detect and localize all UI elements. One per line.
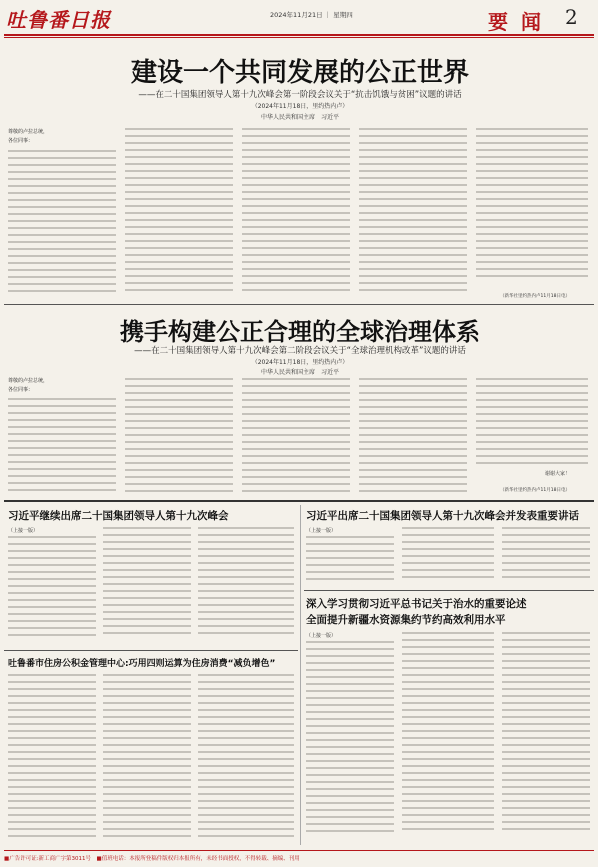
footer-rule	[4, 850, 594, 851]
divider-2	[4, 500, 594, 502]
article2-date-line: （2024年11月18日，里约热内卢）	[251, 359, 349, 366]
article2-salutation-2: 各位同事：	[8, 387, 34, 393]
article2-col-1	[8, 398, 116, 496]
article2-col-2	[125, 378, 233, 496]
news3-col-3	[502, 632, 590, 841]
article2-salutation-1: 尊敬的卢拉总统，	[8, 378, 49, 384]
article1-col-4	[359, 128, 467, 300]
news4-col-1	[8, 674, 96, 842]
article1-col-1	[8, 150, 116, 300]
news4-col-3	[198, 674, 294, 842]
article1-salutation-1: 尊敬的卢拉总统，	[8, 129, 49, 135]
news4-headline: 吐鲁番市住房公积金管理中心:巧用四则运算为住房消费“减负增色”	[8, 659, 276, 669]
issue-weekday: 星期四	[333, 11, 353, 19]
article1-headline: 建设一个共同发展的公正世界	[130, 58, 469, 88]
article2-col-3	[242, 378, 350, 496]
newspaper-logo: 吐鲁番日报	[6, 8, 111, 32]
news2-col-2	[402, 527, 494, 586]
page-number: 2	[565, 5, 578, 29]
article2-closing: 谢谢大家！	[545, 471, 571, 477]
masthead-rule-thin	[4, 37, 594, 38]
issue-date-line: 2024年11月21日 ｜ 星期四	[270, 11, 353, 19]
news1-lead: （上接一版）	[8, 528, 39, 534]
article1-author-line: 中华人民共和国主席 习近平	[260, 114, 339, 121]
article2-headline: 携手构建公正合理的全球治理体系	[120, 318, 480, 346]
news1-col-3	[198, 527, 294, 644]
article2-col-4	[359, 378, 467, 496]
article2-author-line: 中华人民共和国主席 习近平	[260, 369, 339, 376]
article1-salutation-2: 各位同事：	[8, 138, 34, 144]
article1-subtitle: ——在二十国集团领导人第十九次峰会第一阶段会议关于“抗击饥饿与贫困”议题的讲话	[138, 90, 462, 100]
divider-4	[4, 650, 298, 651]
news3-col-1	[306, 641, 394, 841]
article2-col-5	[476, 378, 588, 468]
article1-date-line: （2024年11月18日，里约热内卢）	[251, 103, 349, 110]
issue-date: 2024年11月21日	[270, 11, 323, 19]
news2-col-1	[306, 536, 394, 586]
news3-headline-2: 全面提升新疆水资源集约节约高效利用水平	[306, 614, 506, 626]
divider-1	[4, 304, 594, 305]
article1-col-5	[476, 128, 588, 283]
vertical-divider	[300, 505, 301, 845]
news4-col-2	[103, 674, 191, 842]
article1-col-2	[125, 128, 233, 300]
section-title: 要 闻	[488, 10, 544, 34]
article1-col-3	[242, 128, 350, 300]
news2-lead: （上接一版）	[306, 528, 337, 534]
article1-source: （新华社里约热内卢11月18日电）	[500, 294, 570, 299]
news3-col-2	[402, 632, 494, 841]
news3-headline-1: 深入学习贯彻习近平总书记关于治水的重要论述	[306, 598, 527, 610]
divider-3	[304, 590, 594, 591]
masthead-rule	[4, 34, 594, 36]
news1-col-2	[103, 527, 191, 644]
news1-col-1	[8, 536, 96, 644]
news3-lead: （上接一版）	[306, 633, 337, 639]
footer-text: ■广告许可证:新工商广字第3011号 ■值班电话：本报所登稿件版权归本报所有，未经书面授权，不得转载、摘编、刊用	[4, 856, 300, 862]
article2-subtitle: ——在二十国集团领导人第十九次峰会第二阶段会议关于“全球治理机构改革”议题的讲话	[134, 346, 466, 356]
article2-source: （新华社里约热内卢11月18日电）	[500, 488, 570, 493]
news2-headline: 习近平出席二十国集团领导人第十九次峰会并发表重要讲话	[306, 510, 579, 522]
news1-headline: 习近平继续出席二十国集团领导人第十九次峰会	[8, 510, 229, 522]
news2-col-3	[502, 527, 590, 586]
